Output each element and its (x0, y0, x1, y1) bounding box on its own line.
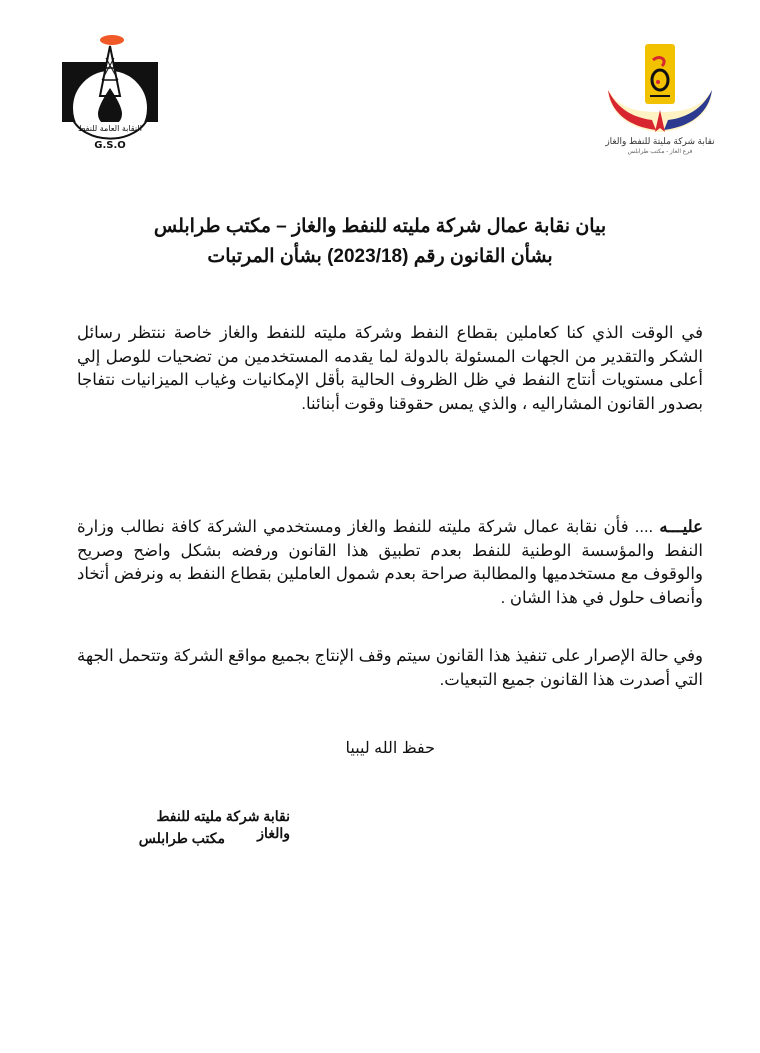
paragraph-2-text: .... فأن نقابة عمال شركة مليته للنفط والغاز ومستخدمي الشركة كافة نطالب وزارة النفط والمؤسسة الوطنية للنفط بعدم تطبيق هذا القانون ورفضه بشكل واضح وصريح والوقوف مع مستخدميها والمطالبة صراحة بعدم شمول العاملين بقطاع النفط به ونرفض أتخاد وأنصاف حلول في هذا الشان . (77, 518, 703, 607)
mellitah-emblem-icon (600, 40, 720, 135)
signature-line-1: نقابة شركة مليته للنفط والغاز (156, 808, 290, 841)
gso-logo (60, 18, 160, 153)
logo-caption: نقابة شركة مليتة للنفط والغاز (605, 136, 715, 146)
flame-icon (100, 35, 124, 45)
logo-abbr: G.S.O (94, 140, 126, 151)
title-line-1: بيان نقابة عمال شركة مليته للنفط والغاز – مكتب طرابلس (153, 216, 607, 237)
mellitah-union-logo (600, 40, 720, 165)
logo-arc-text: النقابة العامة للنفط (78, 124, 142, 133)
document-title (80, 212, 680, 272)
gso-emblem-icon (60, 18, 160, 153)
paragraph-2-lead: عليـــه (659, 518, 703, 536)
paragraph-2 (77, 516, 703, 610)
closing-phrase: حفظ الله ليبيا (345, 740, 435, 757)
paragraph-3: وفي حالة الإصرار على تنفيذ هذا القانون سيتم وقف الإنتاج بجميع مواقع الشركة وتتحمل الجهة التي أصدرت هذا القانون جميع التبعيات. (77, 647, 703, 689)
logo-subcaption: فرع الغاز - مكتب طرابلس (627, 149, 693, 155)
title-line-2: بشأن القانون رقم (2023/18) بشأن المرتبات (207, 246, 553, 267)
paragraph-1: في الوقت الذي كنا كعاملين بقطاع النفط وشركة مليته للنفط والغاز خاصة ننتظر رسائل الشكر والتقدير من الجهات المسئولة بالدولة لما يقدمه المستخدمين من تضحيات للوصل إلي أعلى مستويات أنتاج النفط في ظل الظروف الحالية بأقل الإمكانيات وغياب الميزانيات نتفاجا بصدور القانون المشاراليه ، والذي يمس حقوقنا وقوت أبنائنا. (77, 324, 703, 413)
signature-line-2: مكتب طرابلس (138, 830, 225, 846)
